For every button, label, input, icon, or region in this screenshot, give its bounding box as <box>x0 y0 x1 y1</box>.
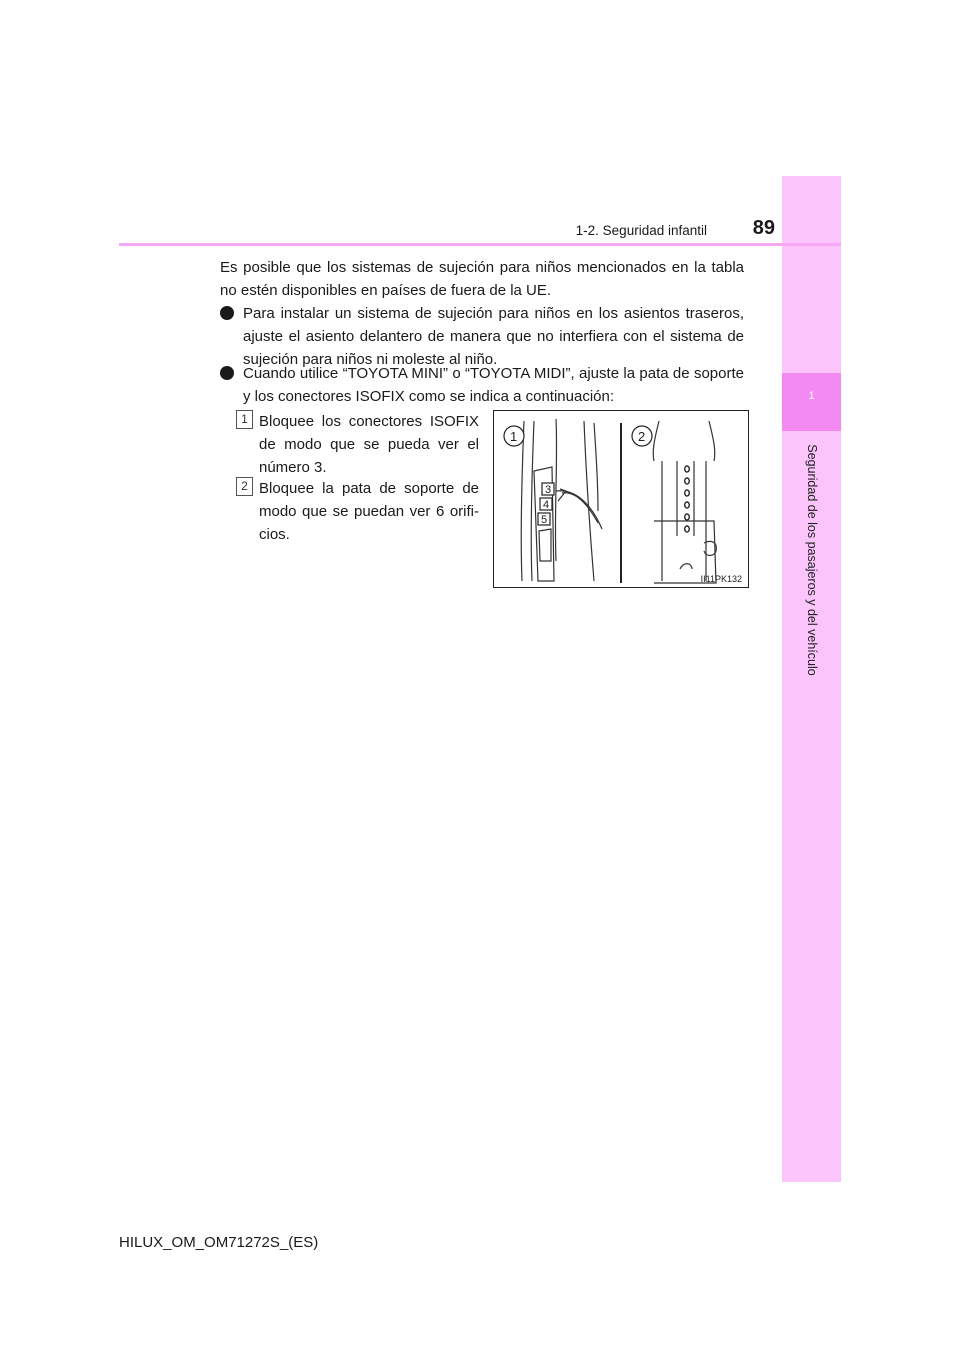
installation-figure <box>493 410 749 588</box>
bullet-item <box>220 362 744 408</box>
step-item <box>236 410 479 479</box>
header-section: 1-2. Seguridad infantil <box>575 223 707 238</box>
step-number-icon: 2 <box>236 477 253 496</box>
page-number: 89 <box>752 217 775 239</box>
figure-code: II11PK132 <box>700 574 742 584</box>
callout-2: 2 <box>638 429 646 444</box>
bullet-item <box>220 302 744 371</box>
bullet-icon <box>220 366 234 380</box>
connector-number: 3 <box>545 484 552 496</box>
bullet-text: Cuando utilice “TOYOTA MINI” o “TOYOTA MIDI”, ajuste la pata de soporte y los conectores ISOFIX como se indica a continuación: <box>243 365 744 405</box>
callout-1: 1 <box>510 429 518 444</box>
intro-paragraph: Es posible que los sistemas de sujeción para niños mencionados en la tabla no estén disponibles en países de fuera de la UE. <box>220 259 744 299</box>
step-text: Bloquee los conectores ISOFIX de modo que se pueda ver el número 3. <box>259 413 479 476</box>
chapter-title: Seguridad de los pasajeros y del vehículo <box>805 444 819 676</box>
bullet-text: Para instalar un sistema de sujeción para niños en los asientos traseros, ajuste el asiento delantero de manera que no interfiera con el sistema de sujeción para niños ni moleste al niño. <box>243 305 744 368</box>
bullet-icon <box>220 306 234 320</box>
step-item <box>236 477 479 546</box>
step-text: Bloquee la pata de soporte de modo que se puedan ver 6 orifi-cios. <box>259 480 479 543</box>
connector-number: 4 <box>543 499 550 511</box>
chapter-marker <box>782 373 841 431</box>
footer-document-id: HILUX_OM_OM71272S_(ES) <box>119 1234 319 1251</box>
step-number-icon: 1 <box>236 410 253 429</box>
connector-number: 5 <box>541 514 548 526</box>
side-tab <box>782 176 841 1182</box>
figure-illustration <box>494 411 748 587</box>
chapter-number: 1 <box>808 390 815 402</box>
header-rule <box>119 243 841 246</box>
